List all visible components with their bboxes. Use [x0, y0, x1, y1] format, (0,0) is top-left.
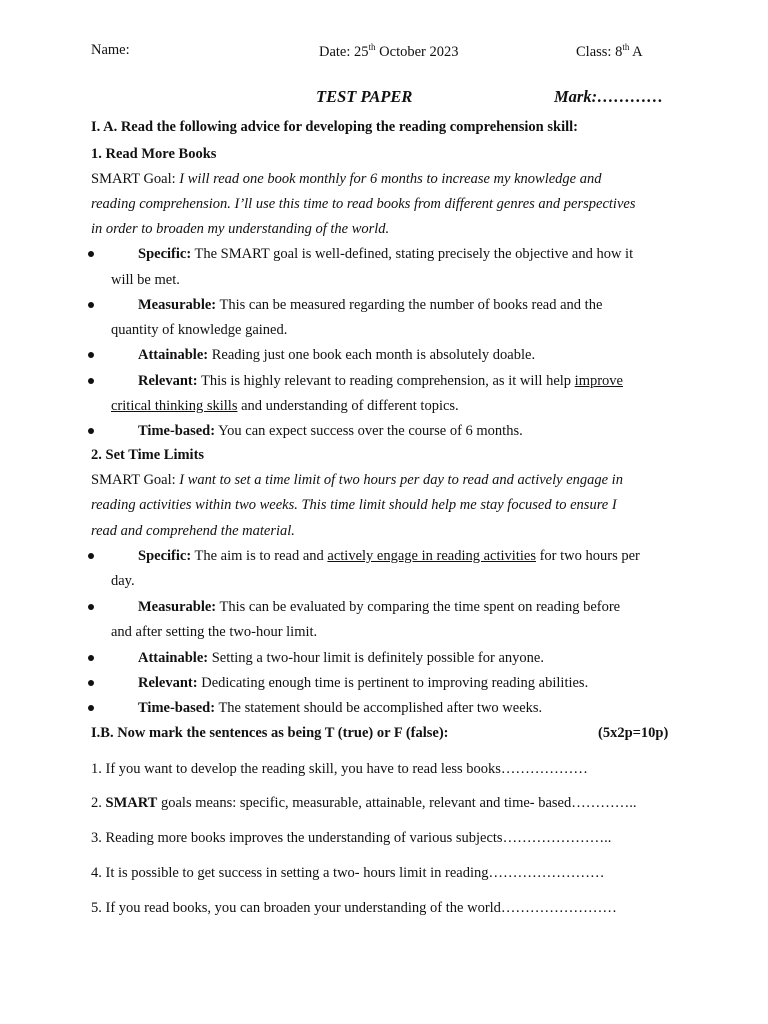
item-label: Specific: — [138, 246, 192, 262]
part2-goal-line2: reading activities within two weeks. This time limit should help me stay focused to ensure I — [91, 497, 617, 513]
page-title: TEST PAPER — [316, 87, 413, 106]
list-item — [138, 245, 633, 263]
item-text: This is highly relevant to reading comprehension, as it will help — [197, 373, 575, 389]
section-b-heading: I.B. Now mark the sentences as being T (true) or F (false): — [91, 725, 449, 741]
list-item-cont: will be met. — [111, 272, 180, 288]
bullet-icon — [88, 604, 94, 610]
item-text: Dedicating enough time is pertinent to improving reading abilities. — [197, 675, 589, 691]
bullet-icon — [88, 378, 94, 384]
item-label: Time-based: — [138, 423, 216, 439]
class-section: A — [629, 43, 643, 60]
date-sup: th — [368, 42, 376, 52]
underlined-text: critical thinking skills — [111, 398, 238, 414]
item-text: This can be measured regarding the number of books read and the — [216, 297, 603, 313]
item-label: Time-based: — [138, 700, 216, 716]
bullet-icon — [88, 655, 94, 661]
list-item — [138, 372, 623, 390]
underlined-text: improve — [574, 373, 623, 389]
smart-term: SMART — [105, 795, 158, 811]
list-item-cont: and after setting the two-hour limit. — [111, 624, 318, 640]
bullet-icon — [88, 680, 94, 686]
name-label: Name: — [91, 42, 130, 58]
list-item — [138, 649, 544, 667]
list-item — [138, 547, 640, 565]
class-label — [576, 42, 643, 61]
item-label: Specific: — [138, 548, 192, 564]
underlined-text: actively engage in reading activities — [327, 548, 536, 564]
item-text: for two hours per — [535, 548, 640, 564]
part1-heading: 1. Read More Books — [91, 146, 217, 162]
item-label: Attainable: — [138, 347, 209, 363]
date-label — [319, 42, 459, 61]
section-a-heading: I. A. Read the following advice for developing the reading comprehension skill: — [91, 119, 578, 135]
item-label: Relevant: — [138, 373, 198, 389]
question-4: 4. It is possible to get success in setting a two- hours limit in reading…………………… — [91, 865, 605, 881]
bullet-icon — [88, 251, 94, 257]
goal-text: I want to set a time limit of two hours per day to read and actively engage in — [179, 472, 623, 488]
list-item-cont: quantity of knowledge gained. — [111, 322, 288, 338]
list-item — [138, 422, 523, 440]
goal-label: SMART Goal: — [91, 171, 180, 187]
item-label: Measurable: — [138, 599, 217, 615]
question-1: 1. If you want to develop the reading skill, you have to read less books……………… — [91, 761, 588, 777]
list-item — [138, 598, 620, 616]
part2-goal-line1 — [91, 471, 623, 489]
item-label: Relevant: — [138, 675, 198, 691]
item-text: You can expect success over the course of 6 months. — [215, 423, 523, 439]
part2-heading: 2. Set Time Limits — [91, 447, 205, 463]
part1-goal-line1 — [91, 170, 601, 188]
list-item-cont: day. — [111, 573, 135, 589]
bullet-icon — [88, 302, 94, 308]
list-item — [138, 296, 602, 314]
item-label: Attainable: — [138, 650, 209, 666]
date-month-year: October 2023 — [375, 43, 459, 60]
goal-text: I will read one book monthly for 6 months to increase my knowledge and — [179, 171, 602, 187]
question-3: 3. Reading more books improves the understanding of various subjects………………….. — [91, 830, 612, 846]
item-text: The aim is to read and — [191, 548, 328, 564]
item-text: This can be evaluated by comparing the time spent on reading before — [216, 599, 621, 615]
bullet-icon — [88, 705, 94, 711]
item-label: Measurable: — [138, 297, 217, 313]
item-text: The statement should be accomplished after two weeks. — [215, 700, 543, 716]
question-2 — [91, 794, 637, 812]
bullet-icon — [88, 352, 94, 358]
class-grade: Class: 8 — [576, 43, 623, 60]
points-label: (5x2p=10p) — [598, 725, 669, 741]
class-sup: th — [622, 42, 630, 52]
list-item-cont — [111, 397, 459, 415]
part2-goal-line3: read and comprehend the material. — [91, 523, 295, 539]
date-day: Date: 25 — [319, 43, 369, 60]
list-item — [138, 699, 542, 717]
item-text: The SMART goal is well-defined, stating precisely the objective and how it — [191, 246, 634, 262]
goal-label: SMART Goal: — [91, 472, 180, 488]
part1-goal-line2: reading comprehension. I’ll use this time to read books from different genres and perspectives — [91, 196, 636, 212]
item-text: Setting a two-hour limit is definitely possible for anyone. — [208, 650, 544, 666]
bullet-icon — [88, 428, 94, 434]
list-item — [138, 674, 588, 692]
item-text: and understanding of different topics. — [237, 398, 459, 414]
question-number: 2. — [91, 795, 106, 811]
part1-goal-line3: in order to broaden my understanding of the world. — [91, 221, 390, 237]
question-text: goals means: specific, measurable, attainable, relevant and time- based………….. — [157, 795, 637, 811]
question-5: 5. If you read books, you can broaden your understanding of the world…………………… — [91, 900, 617, 916]
item-text: Reading just one book each month is absolutely doable. — [208, 347, 536, 363]
list-item — [138, 346, 535, 364]
bullet-icon — [88, 553, 94, 559]
mark-field: Mark:………… — [554, 87, 664, 106]
